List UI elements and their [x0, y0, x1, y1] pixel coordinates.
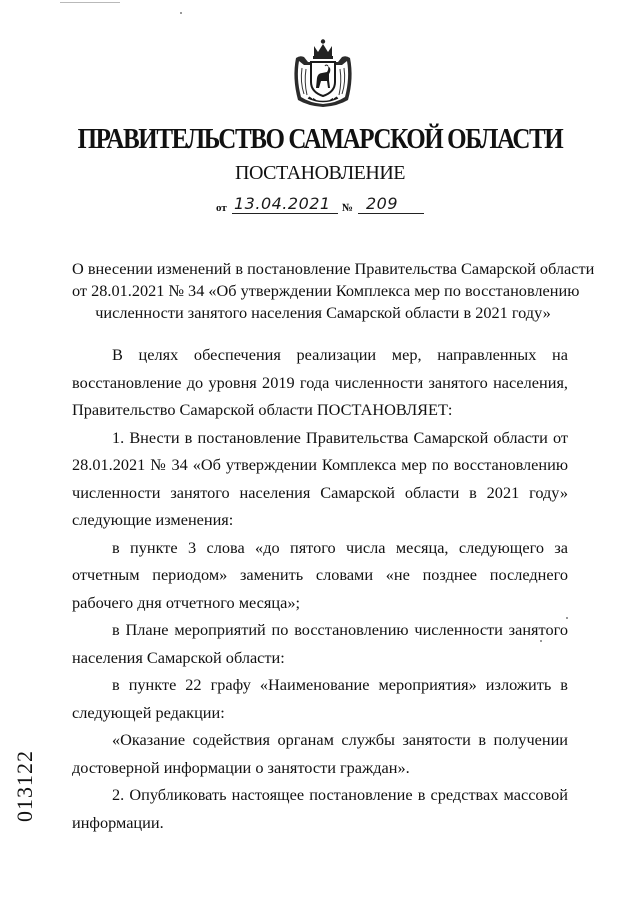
number-underline	[358, 213, 424, 214]
date-prefix: от	[216, 202, 227, 214]
paragraph-clause-22: в пункте 22 графу «Наименование мероприятия» изложить в следующей редакции:	[72, 675, 568, 722]
paragraph-new-wording: «Оказание содействия органам службы занятости в получении достоверной информации о занятости граждан».	[72, 730, 568, 777]
samara-coat-of-arms-icon	[288, 38, 358, 108]
subject-line: от 28.01.2021 № 34 «Об утверждении Комплекса мер по восстановлению	[72, 281, 580, 300]
handwritten-date: 13.04.2021	[234, 194, 331, 213]
document-body	[72, 341, 568, 836]
scan-speck	[566, 617, 568, 619]
paragraph-plan: в Плане мероприятий по восстановлению численности занятого населения Самарской области:	[72, 620, 568, 667]
handwritten-number: 209	[366, 194, 399, 213]
paragraph-item-2: 2. Опубликовать настоящее постановление в средствах массовой информации.	[72, 785, 568, 832]
paragraph-preamble: В целях обеспечения реализации мер, направленных на восстановление до уровня 2019 года численности занятого населения, Правительство Самарской области ПОСТАНОВЛЯЕТ:	[72, 345, 568, 419]
government-title: ПРАВИТЕЛЬСТВО САМАРСКОЙ ОБЛАСТИ	[77, 124, 563, 155]
paragraph-item-1: 1. Внести в постановление Правительства Самарской области от 28.01.2021 № 34 «Об утверждении Комплекса мер по восстановлению численности занятого населения Самарской области в 2021 году» следующие изменения:	[72, 427, 568, 529]
date-number-line	[216, 194, 436, 218]
scan-artifact	[60, 2, 120, 3]
number-prefix: №	[342, 202, 354, 214]
scan-speck	[540, 640, 542, 642]
date-underline	[232, 213, 338, 214]
subject-line: О внесении изменений в постановление Правительства Самарской области	[72, 259, 595, 278]
subject-line: численности занятого населения Самарской области в 2021 году»	[95, 303, 551, 322]
side-serial-number: 013122	[12, 750, 37, 822]
paragraph-clause-3: в пункте 3 слова «до пятого числа месяца, следующего за отчетным периодом» заменить словами «не позднее последнего рабочего дня отчетного месяца»;	[72, 537, 568, 612]
document-type: ПОСТАНОВЛЕНИЕ	[235, 162, 405, 184]
scan-artifact	[180, 12, 182, 14]
document-subject	[72, 258, 595, 324]
